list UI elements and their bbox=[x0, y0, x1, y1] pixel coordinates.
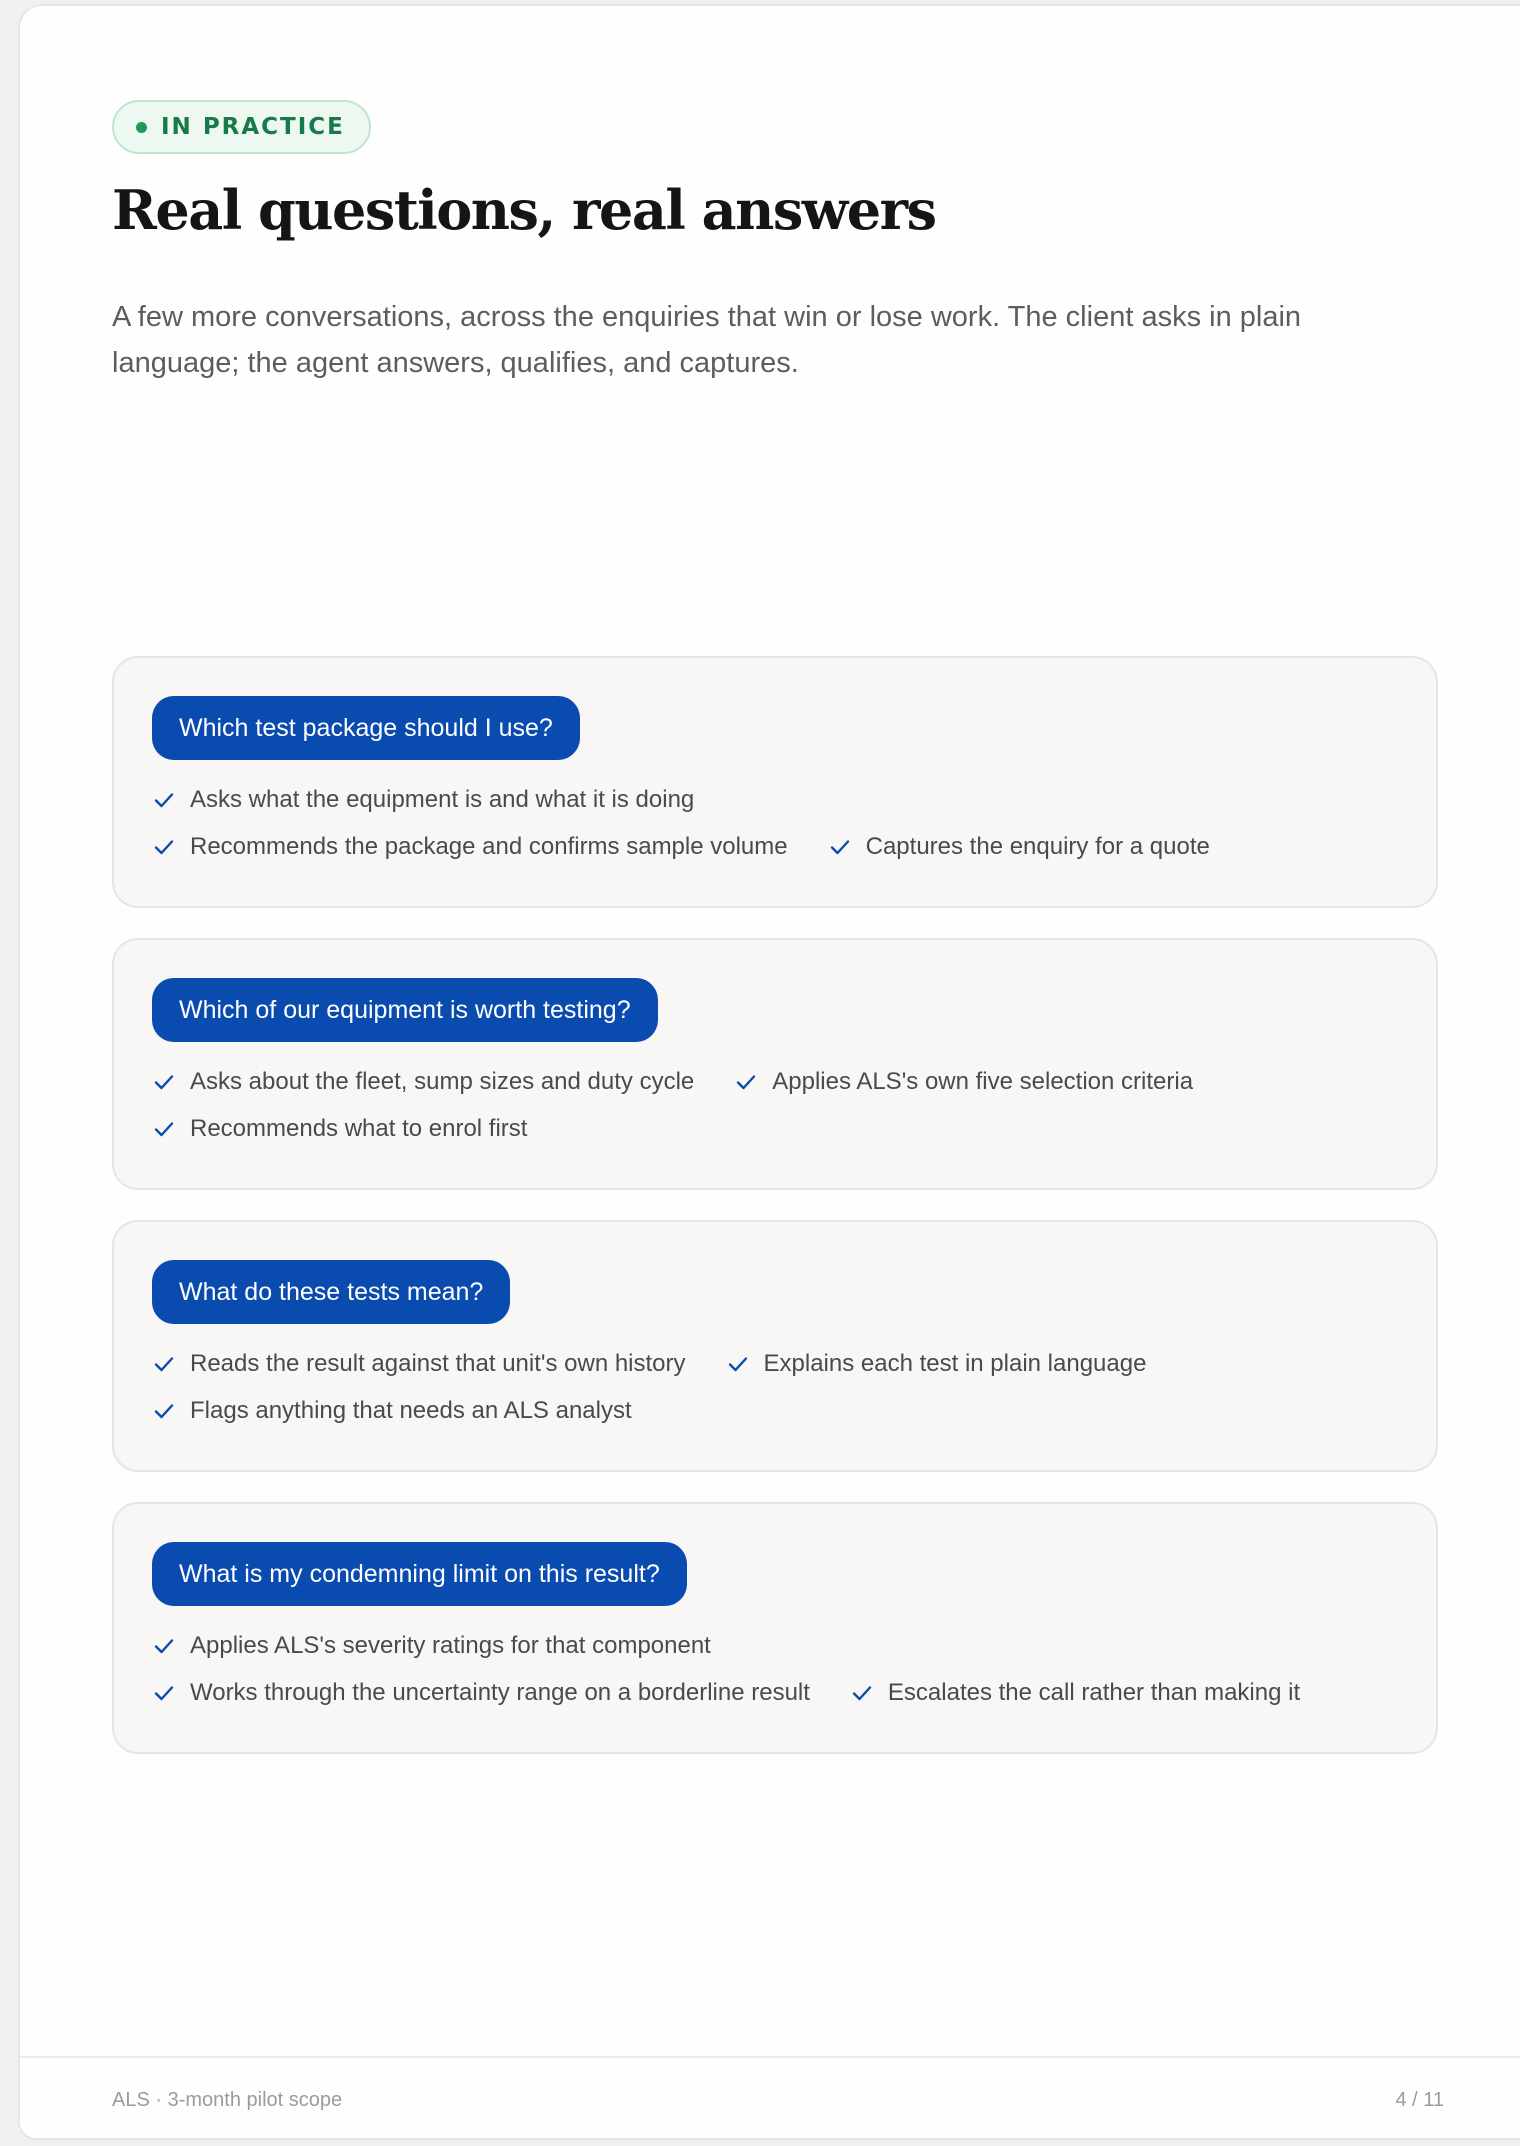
section-badge bbox=[112, 100, 371, 154]
check-item-label: Captures the enquiry for a quote bbox=[865, 832, 1210, 860]
check-item-label: Works through the uncertainty range on a borderline result bbox=[190, 1678, 810, 1706]
page-title: Real questions, real answers bbox=[112, 178, 936, 242]
check-item-label: Applies ALS's own five selection criteria bbox=[772, 1067, 1194, 1095]
check-icon bbox=[152, 1070, 176, 1094]
check-item-label: Reads the result against that unit's own history bbox=[190, 1349, 686, 1377]
check-icon bbox=[726, 1352, 750, 1376]
page-intro: A few more conversations, across the enquiries that win or lose work. The client asks in plain language; the agent answers, qualifies, and captures. bbox=[112, 301, 1302, 379]
check-item-label: Applies ALS's severity ratings for that component bbox=[190, 1631, 711, 1659]
question-bubble: What is my condemning limit on this result? bbox=[152, 1542, 687, 1606]
check-item bbox=[152, 776, 1358, 823]
footer-divider bbox=[20, 2056, 1520, 2058]
question-bubble: Which of our equipment is worth testing? bbox=[152, 978, 658, 1042]
check-icon bbox=[152, 1399, 176, 1423]
example-card bbox=[112, 1502, 1438, 1754]
slide bbox=[18, 4, 1520, 2140]
check-item-label: Explains each test in plain language bbox=[763, 1349, 1147, 1377]
check-list bbox=[152, 1622, 1398, 1716]
check-list bbox=[152, 776, 1398, 870]
check-item bbox=[850, 1669, 1300, 1716]
check-item bbox=[152, 1622, 1358, 1669]
example-card bbox=[112, 656, 1438, 908]
check-item bbox=[152, 1387, 1358, 1434]
check-icon bbox=[152, 1634, 176, 1658]
check-item-label: Escalates the call rather than making it bbox=[887, 1678, 1301, 1706]
check-item-label: Recommends the package and confirms sample volume bbox=[190, 832, 788, 860]
check-icon bbox=[152, 788, 176, 812]
check-icon bbox=[734, 1070, 758, 1094]
check-item-label: Asks about the fleet, sump sizes and duty cycle bbox=[190, 1067, 695, 1095]
check-list bbox=[152, 1340, 1398, 1434]
check-item bbox=[152, 823, 788, 870]
section-badge-label: IN PRACTICE bbox=[161, 114, 345, 140]
check-item bbox=[726, 1340, 1147, 1387]
check-item bbox=[152, 1105, 1358, 1152]
example-cards bbox=[112, 656, 1438, 1784]
check-item-label: Recommends what to enrol first bbox=[190, 1114, 528, 1142]
page-number: 4 / 11 bbox=[1395, 2089, 1444, 2111]
question-bubble: What do these tests mean? bbox=[152, 1260, 510, 1324]
check-list bbox=[152, 1058, 1398, 1152]
check-item-label: Asks what the equipment is and what it is doing bbox=[190, 785, 695, 813]
status-dot-icon bbox=[136, 122, 147, 133]
example-card bbox=[112, 1220, 1438, 1472]
check-item bbox=[152, 1340, 686, 1387]
check-item bbox=[828, 823, 1210, 870]
example-card bbox=[112, 938, 1438, 1190]
check-icon bbox=[152, 1352, 176, 1376]
check-item bbox=[152, 1058, 694, 1105]
check-icon bbox=[152, 835, 176, 859]
footer-caption: ALS · 3-month pilot scope bbox=[112, 2089, 343, 2111]
question-bubble: Which test package should I use? bbox=[152, 696, 580, 760]
check-icon bbox=[828, 835, 852, 859]
check-icon bbox=[152, 1117, 176, 1141]
check-item bbox=[734, 1058, 1193, 1105]
check-icon bbox=[152, 1681, 176, 1705]
check-item bbox=[152, 1669, 810, 1716]
check-item-label: Flags anything that needs an ALS analyst bbox=[190, 1396, 632, 1424]
check-icon bbox=[850, 1681, 874, 1705]
